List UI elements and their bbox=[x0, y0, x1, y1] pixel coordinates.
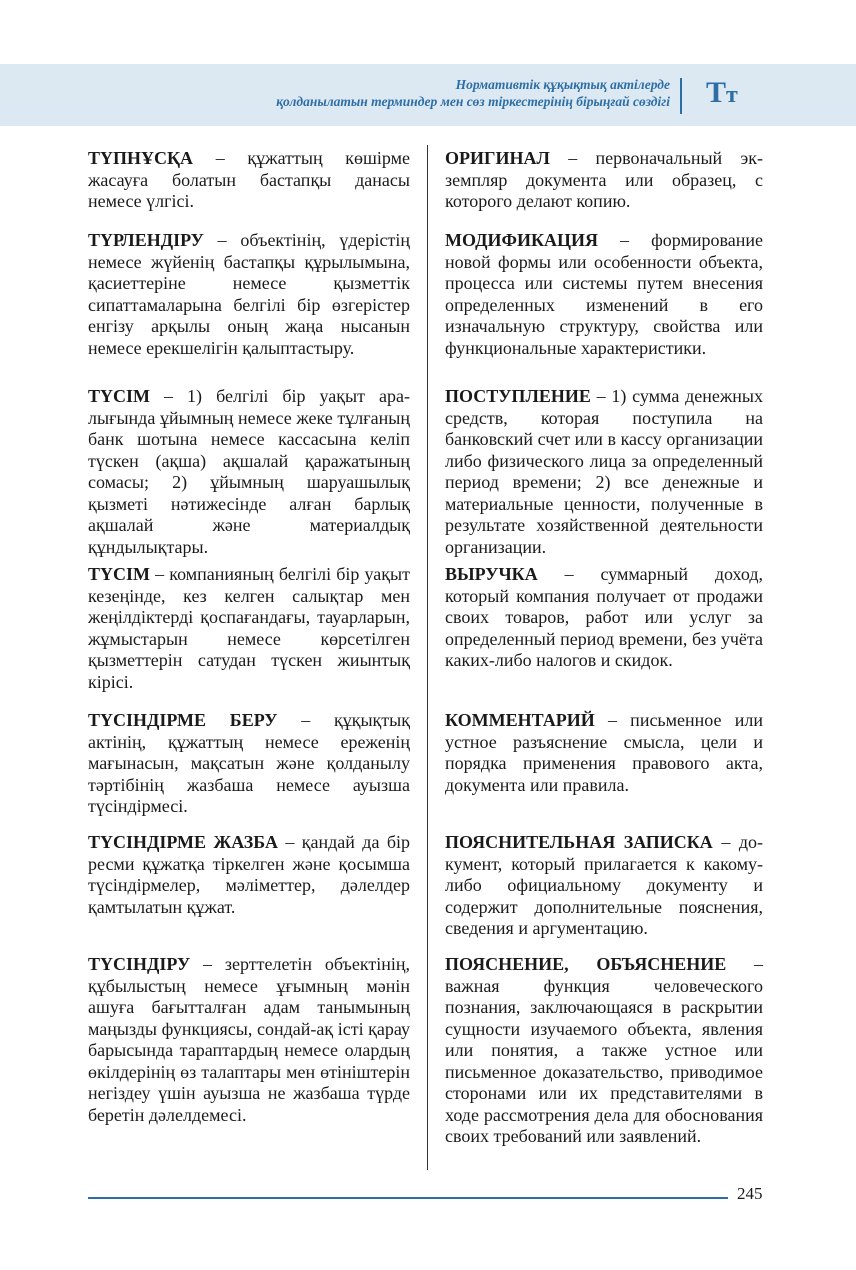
entry-definition: – 1) сумма денежных средств, которая поступила на банковский счет или в кассу организации либо физического лица за определенный период времени; 2) все денежные и материальные ценности, полученные в результате хозяйственной деятельности организации. bbox=[445, 386, 763, 557]
entry-kz bbox=[88, 954, 410, 1126]
header-separator bbox=[680, 78, 682, 114]
entry-definition: – құжаттың көшірме жасауға болатын бастапқы данасы немесе үлгісі. bbox=[88, 148, 410, 211]
entry-definition: – компанияның белгілі бір уақыт кезеңінде, кез келген салықтар мен жеңілдіктерді қоспағандағы, тауарларын, жұмыстарын немесе көрсетілген қызметтерін сатудан түскен жиынтық кірісі. bbox=[88, 564, 410, 692]
entry-term: ПОСТУПЛЕНИЕ bbox=[445, 386, 591, 406]
entry-term: ТҮСІМ bbox=[88, 564, 150, 584]
entry-term: ВЫРУЧКА bbox=[445, 564, 538, 584]
entry-ru bbox=[445, 710, 763, 796]
dictionary-title bbox=[110, 76, 670, 110]
entry-definition: – важная функция человеческого познания, заключающаяся в раскрытии сущности изучаемого объекта, явления или понятия, а также устное или письменное доказательство, приводимое сторонами или их представителями в ходе рассмотрения дела для обоснования своих требований или заявлений. bbox=[445, 954, 763, 1146]
header-band bbox=[0, 64, 856, 126]
entry-definition: – документ, который прилагается к какому-либо официальному документу и содержит дополнительные пояснения, сведения и аргументацию. bbox=[445, 832, 763, 938]
entry-term: ТҮСІНДІРМЕ БЕРУ bbox=[88, 710, 278, 730]
entry-definition: – суммарный доход, который компания получает от продажи своих товаров, работ или услуг за определенный период времени, без учёта каких-либо налогов и скидок. bbox=[445, 564, 763, 670]
section-letter bbox=[706, 73, 738, 115]
entry-ru bbox=[445, 148, 763, 213]
entry-term: ТҮСІМ bbox=[88, 386, 150, 406]
entry-ru bbox=[445, 386, 763, 558]
entry-definition: – 1) белгілі бір уақыт аралығында ұйымның немесе жеке тұлғаның банк шотына немесе кассасына келіп түскен (ақша) ақшалай қаражатының сомасы; 2) ұйымның шаруашылық қызметі нәтижесінде алған барлық ақшалай және материалдық құндылықтары. bbox=[88, 386, 410, 557]
page-number: 245 bbox=[737, 1184, 763, 1203]
entry-definition: – объектінің, үдерістің немесе жүйенің бастапқы құрылымына, қасиеттеріне немесе қызметтік сипаттамаларына белгілі бір өзгерістер енгізу арқылы оның жаңа нысанын немесе ерекшелігін қалыптастыру. bbox=[88, 230, 410, 358]
entry-definition: – письменное или устное разъяснение смысла, цели и порядка применения правового акта, документа или правила. bbox=[445, 710, 763, 795]
entry-kz bbox=[88, 710, 410, 818]
entry-term: ПОЯСНЕНИЕ, ОБЪЯСНЕНИЕ bbox=[445, 954, 727, 974]
entry-kz bbox=[88, 148, 410, 213]
entry-kz bbox=[88, 564, 410, 693]
entry-definition: – қандай да бір ресми құжатқа тіркелген және қосымша түсіндірмелер, мәліметтер, дәлелдер қамтылатын құжат. bbox=[88, 832, 410, 917]
entry-definition: – формирование новой формы или особенности объекта, процесса или системы путем внесения определенных изменений в его изначальную структуру, свойства или функциональные характеристики. bbox=[445, 230, 763, 358]
entry-definition: – первоначальный экземпляр документа или образец, с которого делают копию. bbox=[445, 148, 763, 211]
entry-ru bbox=[445, 832, 763, 940]
entry-kz bbox=[88, 386, 410, 558]
entry-definition: – зерттелетін объектінің, құбылыстың немесе ұғымның мәнін ашуға бағытталған адам танымының маңызды функциясы, сондай-ақ істі қарау барысында тараптардың немесе олардың өкілдерінің өз талаптары мен өтініштерін негіздеу үшін ауызша не жазбаша түрде беретін дәлелдемесі. bbox=[88, 954, 410, 1125]
footer-rule bbox=[88, 1197, 728, 1199]
entry-kz bbox=[88, 832, 410, 918]
entry-term: ТҮРЛЕНДІРУ bbox=[88, 230, 204, 250]
entry-term: МОДИФИКАЦИЯ bbox=[445, 230, 598, 250]
entry-term: ПОЯСНИТЕЛЬНАЯ ЗАПИСКА bbox=[445, 832, 713, 852]
entry-ru bbox=[445, 230, 763, 359]
column-divider bbox=[427, 145, 428, 1170]
section-letter-upper: Т bbox=[706, 76, 727, 109]
section-letter-lower: т bbox=[726, 82, 738, 108]
entry-term: ТҮСІНДІРУ bbox=[88, 954, 191, 974]
entry-term: КОММЕНТАРИЙ bbox=[445, 710, 595, 730]
entry-term: ТҮПНҰСҚА bbox=[88, 148, 194, 168]
entry-term: ТҮСІНДІРМЕ ЖАЗБА bbox=[88, 832, 278, 852]
dictionary-title-line2: қолданылатын терминдер мен сөз тіркестерінің бірыңғай сөздігі bbox=[276, 94, 670, 109]
entry-kz bbox=[88, 230, 410, 359]
entry-ru bbox=[445, 954, 763, 1148]
dictionary-title-line1: Нормативтік құқықтық актілерде bbox=[455, 77, 670, 92]
entry-ru bbox=[445, 564, 763, 672]
entry-term: ОРИГИНАЛ bbox=[445, 148, 550, 168]
entry-definition: – құқықтық актінің, құжаттың немесе ереженің мағынасын, мақсатын және қолданылу тәртібінің жазбаша немесе ауызша түсіндірмесі. bbox=[88, 710, 410, 816]
